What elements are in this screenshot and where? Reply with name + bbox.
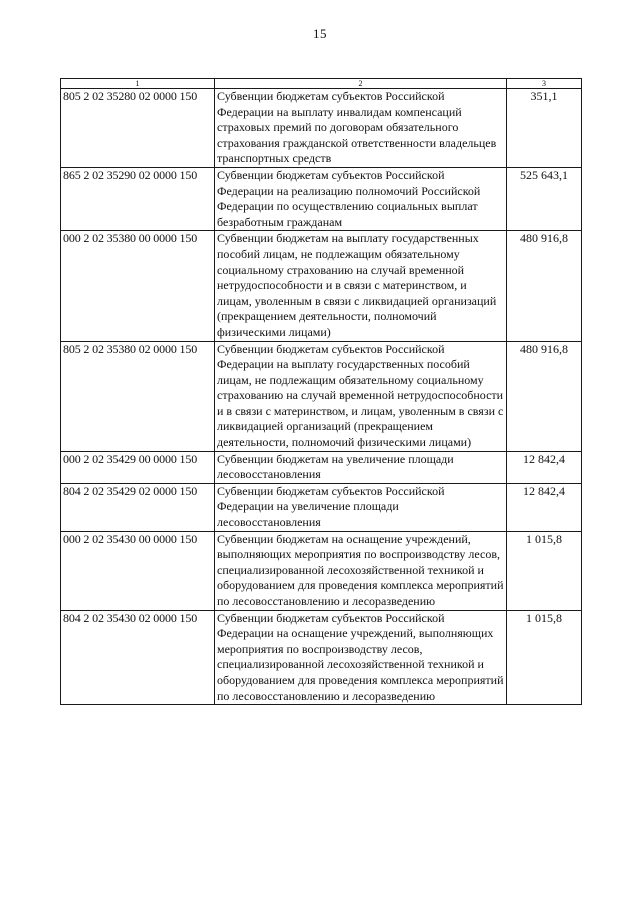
table-row <box>61 341 582 451</box>
amount-cell: 351,1 <box>507 89 582 168</box>
amount-cell: 480 916,8 <box>507 341 582 451</box>
amount-cell: 525 643,1 <box>507 167 582 230</box>
table-row <box>61 483 582 531</box>
budget-code-cell: 804 2 02 35430 02 0000 150 <box>61 610 215 705</box>
amount-cell: 480 916,8 <box>507 231 582 341</box>
description-cell: Субвенции бюджетам на оснащение учреждений, выполняющих мероприятия по воспроизводству лесов, специализированной лесохозяйственной техникой и оборудованием для проведения комплекса мероприятий по лесовосстановлению и лесоразведению <box>215 531 507 610</box>
description-cell: Субвенции бюджетам субъектов Российской Федерации на выплату инвалидам компенсаций страховых премий по договорам обязательного страхования гражданской ответственности владельцев транспортных средств <box>215 89 507 168</box>
description-cell: Субвенции бюджетам субъектов Российской Федерации на оснащение учреждений, выполняющих мероприятия по воспроизводству лесов, специализированной лесохозяйственной техникой и оборудованием для проведения комплекса мероприятий по лесовосстановлению и лесоразведению <box>215 610 507 705</box>
budget-code-cell: 805 2 02 35280 02 0000 150 <box>61 89 215 168</box>
table-row <box>61 451 582 483</box>
table-row <box>61 531 582 610</box>
budget-table <box>60 78 582 705</box>
table-header-row <box>61 79 582 89</box>
page-number: 15 <box>313 26 327 41</box>
budget-code-cell: 000 2 02 35429 00 0000 150 <box>61 451 215 483</box>
table-row <box>61 89 582 168</box>
table-row <box>61 167 582 230</box>
column-header-amount: 3 <box>507 79 582 89</box>
column-header-name: 2 <box>215 79 507 89</box>
description-cell: Субвенции бюджетам субъектов Российской Федерации на увеличение площади лесовосстановления <box>215 483 507 531</box>
table-row <box>61 610 582 705</box>
amount-cell: 12 842,4 <box>507 483 582 531</box>
description-cell: Субвенции бюджетам на увеличение площади лесовосстановления <box>215 451 507 483</box>
amount-cell: 1 015,8 <box>507 531 582 610</box>
budget-code-cell: 000 2 02 35430 00 0000 150 <box>61 531 215 610</box>
description-cell: Субвенции бюджетам субъектов Российской Федерации на реализацию полномочий Российской Федерации по осуществлению социальных выплат безработным гражданам <box>215 167 507 230</box>
description-cell: Субвенции бюджетам субъектов Российской Федерации на выплату государственных пособий лицам, не подлежащим обязательному социальному страхованию на случай временной нетрудоспособности и в связи с материнством, и лицам, уволенным в связи с ликвидацией организаций (прекращением деятельности, полномочий физическими лицами) <box>215 341 507 451</box>
budget-code-cell: 805 2 02 35380 02 0000 150 <box>61 341 215 451</box>
column-header-code: 1 <box>61 79 215 89</box>
budget-code-cell: 865 2 02 35290 02 0000 150 <box>61 167 215 230</box>
amount-cell: 12 842,4 <box>507 451 582 483</box>
amount-cell: 1 015,8 <box>507 610 582 705</box>
budget-code-cell: 804 2 02 35429 02 0000 150 <box>61 483 215 531</box>
description-cell: Субвенции бюджетам на выплату государственных пособий лицам, не подлежащим обязательному социальному страхованию на случай временной нетрудоспособности и в связи с материнством, и лицам, уволенным в связи с ликвидацией организаций (прекращением деятельности, полномочий физическими лицами) <box>215 231 507 341</box>
table-row <box>61 231 582 341</box>
budget-code-cell: 000 2 02 35380 00 0000 150 <box>61 231 215 341</box>
